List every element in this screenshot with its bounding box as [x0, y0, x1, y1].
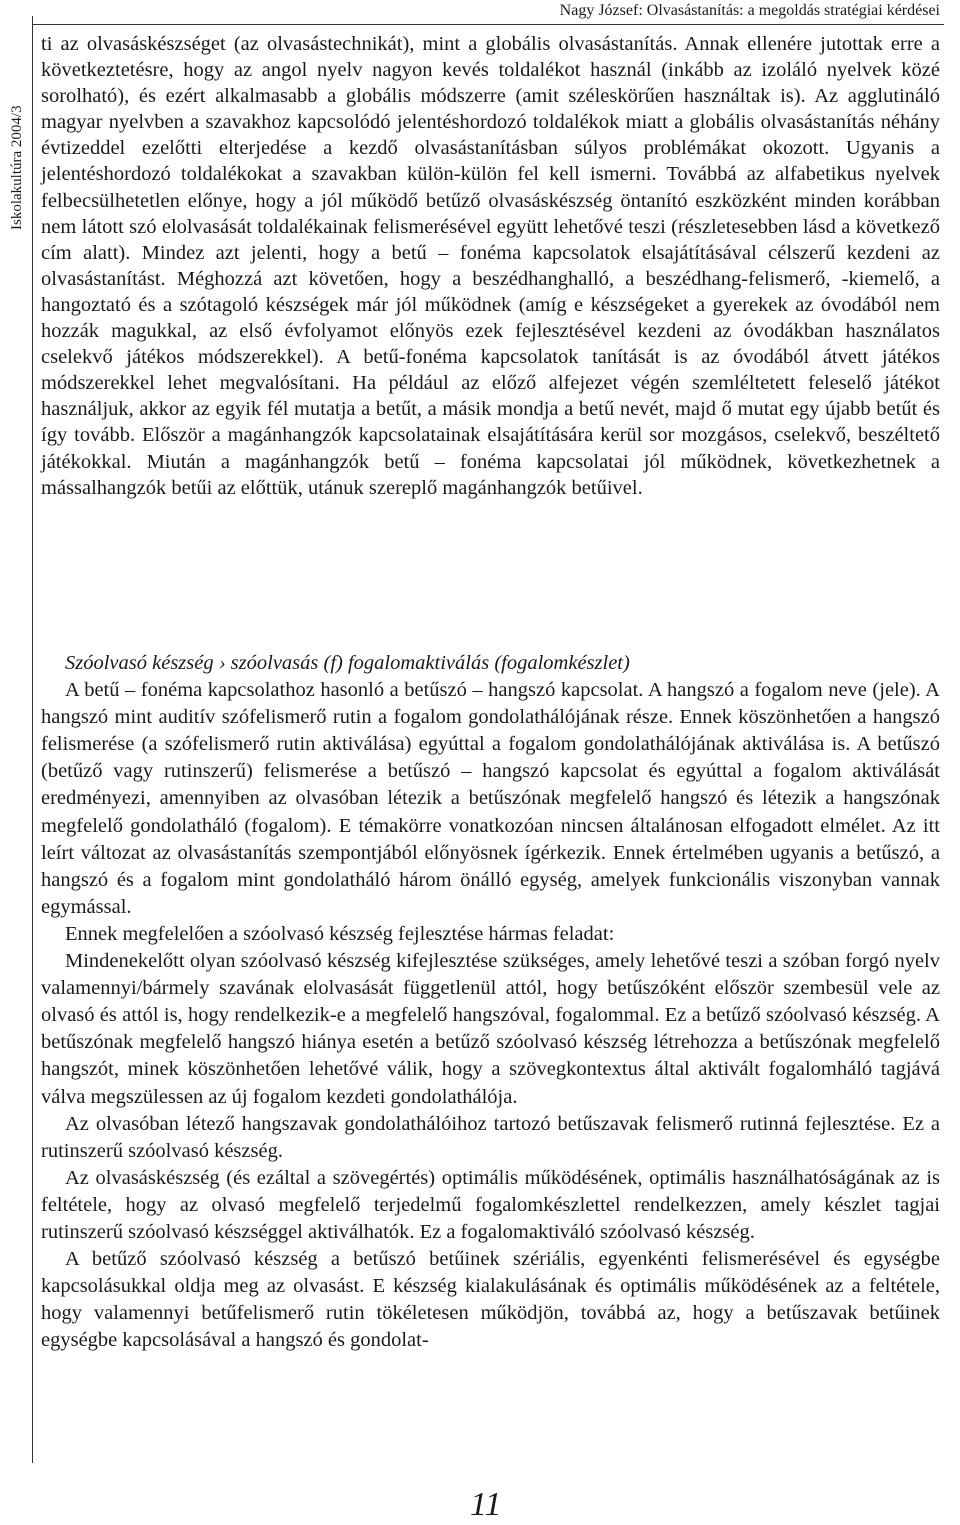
section-heading: Szóolvasó készség › szóolvasás (f) fogalomaktiválás (fogalomkészlet)	[65, 652, 630, 674]
body-text-section	[41, 650, 940, 1354]
running-header: Nagy József: Olvasástanítás: a megoldás stratégiai kérdései	[559, 2, 940, 19]
paragraph-1: ti az olvasáskészséget (az olvasástechnikát), mint a globális olvasástanítás. Annak ellenére jutottak erre a következtetésre, hogy az angol nyelv nagyon kevés toldalékot használ (inkább az izoláló nyelvek közé sorolható), és ezért alkalmasabb a globális módszerre (amit széleskörűen használtak is). Az agglutináló magyar nyelvben a szavakhoz kapcsolódó jelentéshordozó toldalékok miatt a globális olvasástanítás néhány évtizeddel ezelőtti elterjedése a kezdő olvasástanításban súlyos problémákat okozott. Ugyanis a jelentéshordozó toldalékokat a szavakban külön-külön fel kell ismerni. Továbbá az alfabetikus nyelvek felbecsülhetetlen előnye, hogy a jól működő betűző olvasáskészség öntanító eszközként minden korábban nem látott szó elolvasását toldalékainak felismerésével együtt lehetővé teszi (részletesebben lásd a következő cím alatt). Mindez azt jelenti, hogy a betű – fonéma kapcsolatok elsajátításával célszerű kezdeni az olvasástanítást. Méghozzá azt követően, hogy a beszédhanghalló, a beszédhang-felismerő, -kiemelő, a hangoztató és a szótagoló készségek már jól működnek (amíg e készségeket a gyerekek az óvodából nem hozzák magukkal, az első évfolyamot előnyös ezek fejlesztésével kezdeni az óvodákban használatos cselekvő játékos módszerekkel). A betű-fonéma kapcsolatok tanítását is az óvodából átvett játékos módszerekkel lehet megvalósítani. Ha például az előző alfejezet végén szemléltetett feleselő játékot használjuk, akkor az egyik fél mutatja a betűt, a másik mondja a betű nevét, majd ő mutat egy újabb betűt és így tovább. Először a magánhangzók kapcsolatainak elsajátítására kerül sor mozgásos, cselekvő, beszéltető játékokkal. Miután a magánhangzók betű – fonéma kapcsolatai jól működnek, következhetnek a mássalhangzók betűi az előttük, utánuk szereplő magánhangzók betűivel.	[41, 33, 940, 499]
journal-side-label: Iskolakultúra 2004/3	[9, 105, 25, 230]
header-divider-rule	[32, 24, 944, 25]
paragraph-7: A betűző szóolvasó készség a betűszó betűinek szériális, egyenkénti felismerésével és egységbe kapcsolásukkal oldja meg az olvasást. E készség kialakulásának és optimális működésének az a feltétele, hogy valamennyi betűfelismerő rutin tökéletesen működjön, továbbá az, hogy a betűszavak betűinek egységbe kapcsolásával a hangszó és gondolat-	[41, 1248, 940, 1352]
page-number: 11	[470, 1486, 502, 1523]
paragraph-4: Mindenekelőtt olyan szóolvasó készség kifejlesztése szükséges, amely lehetővé teszi a szóban forgó nyelv valamennyi/bármely szavának elolvasását függetlenül attól, hogy betűszóként először szembesül vele az olvasó és attól is, hogy rendelkezik-e a megfelelő hangszóval, fogalommal. Ez a betűző szóolvasó készség. A betűszónak megfelelő hangszó hiánya esetén a betűző szóolvasó készség létrehozza a betűszónak megfelelő hangszót, minek köszönhetően lehetővé válik, hogy a szövegkontextus által aktivált fogalomháló tagjává válva megszülessen az új fogalom kezdeti gondolathálója.	[41, 950, 940, 1108]
paragraph-2: A betű – fonéma kapcsolathoz hasonló a betűszó – hangszó kapcsolat. A hangszó a fogalom neve (jele). A hangszó mint auditív szófelismerő rutin a fogalom gondolathálójának része. Ennek köszönhetően a hangszó felismerése (a szófelismerő rutin aktiválása) egyúttal a fogalom gondolathálójának aktiválása is. A betűszó (betűző vagy rutinszerű) felismerése a betűszó – hangszó kapcsolat és egyúttal a fogalom aktiválását eredményezi, amennyiben az olvasóban létezik a betűszónak megfelelő hangszó és létezik a hangszónak megfelelő gondolatháló (fogalom). E témakörre vonatkozóan nincsen általánosan elfogadott elmélet. Az itt leírt változat az olvasástanítás szempontjából előnyösnek ígérkezik. Ennek értelmében ugyanis a betűszó, a hangszó és a fogalom mint gondolatháló három önálló egység, amelyek funkcionális viszonyban vannak egymással.	[41, 679, 940, 918]
body-text-top	[41, 31, 940, 501]
paragraph-5: Az olvasóban létező hangszavak gondolathálóihoz tartozó betűszavak felismerő rutinná fejlesztése. Ez a rutinszerű szóolvasó készség.	[41, 1112, 940, 1162]
paragraph-3: Ennek megfelelően a szóolvasó készség fejlesztése hármas feladat:	[65, 922, 615, 945]
paragraph-6: Az olvasáskészség (és ezáltal a szövegértés) optimális működésének, optimális használhatóságának az is feltétele, hogy az olvasó megfelelő terjedelmű fogalomkészlettel rendelkezzen, amely készlet tagjai rutinszerű szóolvasó készséggel aktiválhatók. Ez a fogalomaktiváló szóolvasó készség.	[41, 1166, 940, 1243]
side-divider-rule	[32, 16, 33, 1463]
